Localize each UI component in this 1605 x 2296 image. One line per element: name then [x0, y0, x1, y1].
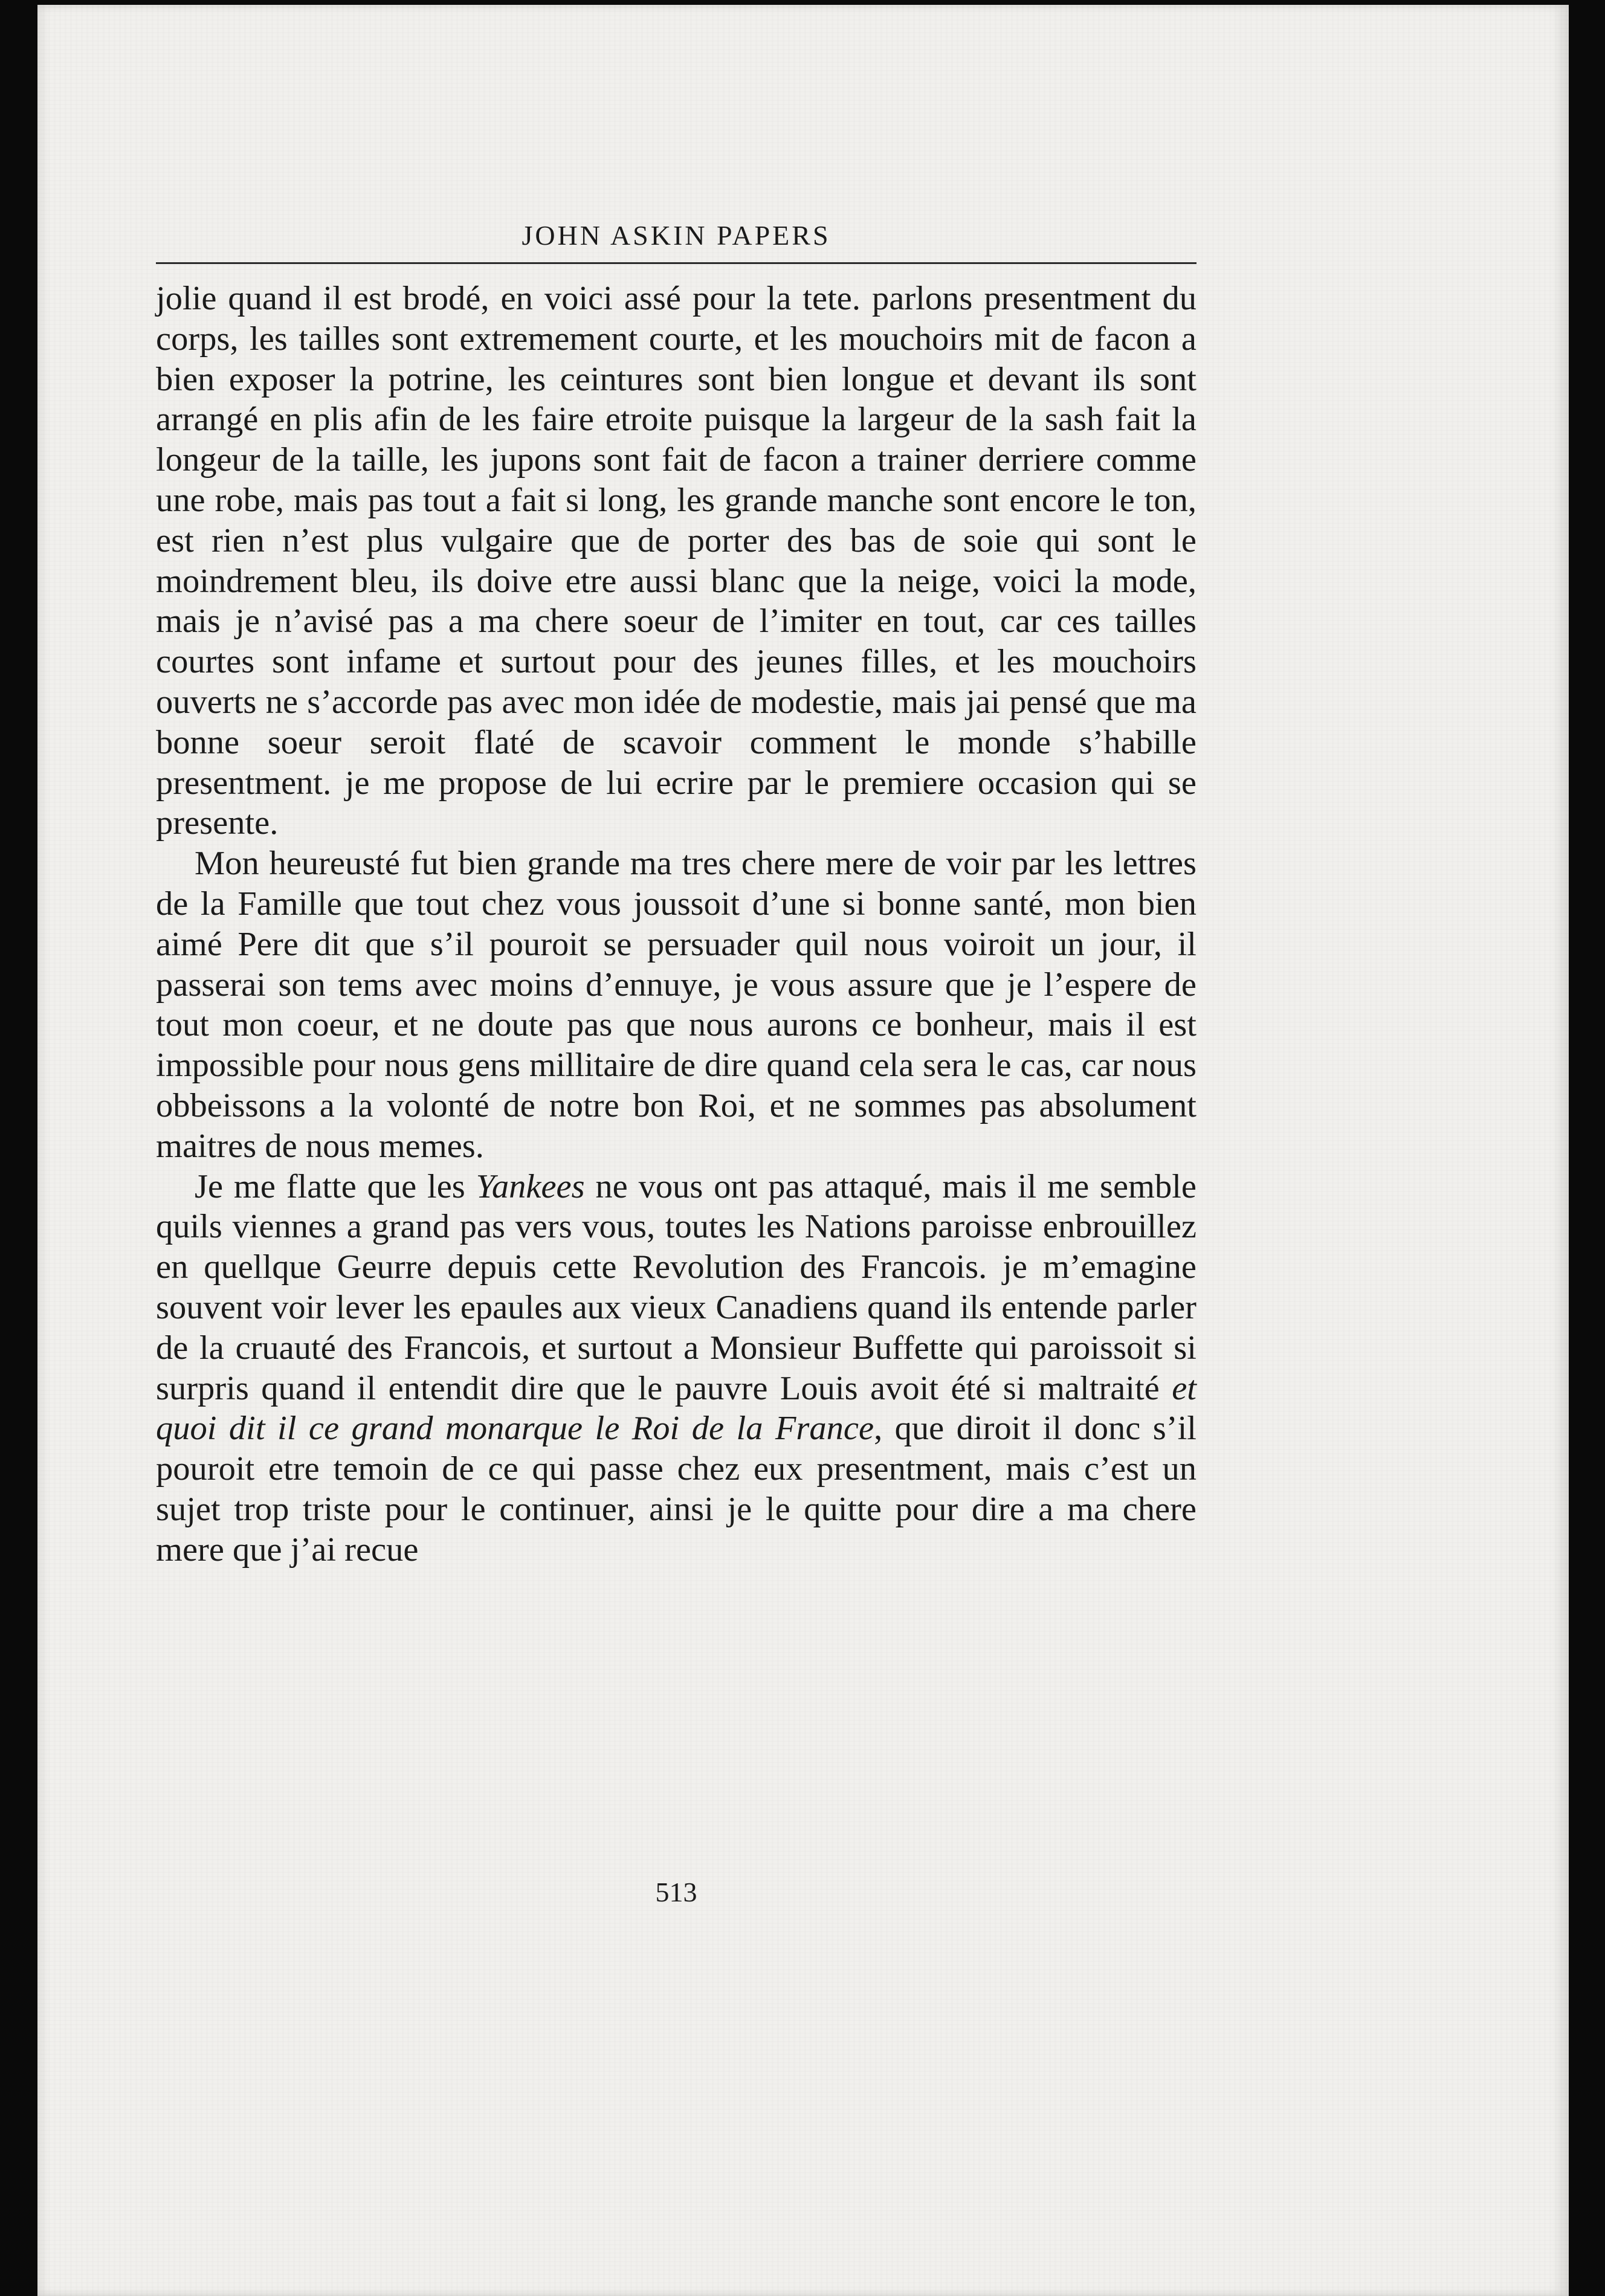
paragraph-text: , que diroit il donc s’il pouroit etre temoin de ce qui passe chez eux presentment, mais c’est un sujet trop triste pour le continuer, ainsi je le quitte pour dire a ma chere mere que j’ai recue: [156, 1410, 1196, 1569]
running-head-rule: [156, 262, 1196, 264]
italic-text: Yankees: [476, 1167, 585, 1205]
paragraph-text: Mon heureusté fut bien grande ma tres chere mere de voir par les lettres de la Famille que tout chez vous joussoit d’une si bonne santé, mon bien aimé Pere dit que s’il pouroit se persuader quil nous voiroit un jour, il passerai son tems avec moins d’ennuye, je vous assure que je l’espere de tout mon coeur, et ne doute pas que nous aurons ce bonheur, mais il est impossible pour nous gens millitaire de dire quand cela sera le cas, car nous obbeissons a la volonté de notre bon Roi, et ne sommes pas absolument maitres de nous memes.: [156, 845, 1196, 1165]
paragraph-text: jolie quand il est brodé, en voici assé pour la tete. parlons presentment du corps, les tailles sont extremement courte, et les mouchoirs mit de facon a bien exposer la potrine, les ceintures sont bien longue et devant ils sont arrangé en plis afin de les faire etroite puisque la largeur de la sash fait la longeur de la taille, les jupons sont fait de facon a trainer derriere comme une robe, mais pas tout a fait si long, les grande manche sont encore le ton, est rien n’est plus vulgaire que de porter des bas de soie qui sont le moindrement bleu, ils doive etre aussi blanc que la neige, voici la mode, mais je n’avisé pas a ma chere soeur de l’imiter en tout, car ces tailles courtes sont infame et surtout pour des jeunes filles, et les mouchoirs ouverts ne s’accorde pas avec mon idée de modestie, mais jai pensé que ma bonne soeur seroit flaté de scavoir comment le monde s’habille presentment. je me propose de lui ecrire par le premiere occasion qui se presente.: [156, 280, 1196, 842]
italic-text: et quoi dit il ce grand monarque le Roi de la France: [156, 1369, 1196, 1448]
page-number: 513: [655, 1877, 697, 1907]
running-head: JOHN ASKIN PAPERS: [522, 220, 831, 251]
paragraph-text: ne vous ont pas attaqué, mais il me semble quils viennes a grand pas vers vous, toutes les Nations paroisse enbrouillez en quellque Geurre depuis cette Revolution des Francois. je m’emagine souvent voir lever les epaules aux vieux Canadiens quand ils entende parler de la cruauté des Francois, et surtout a Monsieur Buffette qui paroissoit si surpris quand il entendit dire que le pauvre Louis avoit été si maltraité: [156, 1167, 1197, 1407]
page-content: [156, 218, 1197, 1907]
paragraph: [156, 279, 1196, 843]
paragraph: [156, 1167, 1196, 1570]
scan-edge-right: [1569, 0, 1605, 2296]
paragraph: [156, 843, 1196, 1166]
paragraph-text: Je me flatte que les: [195, 1167, 476, 1205]
body-text: [156, 279, 1196, 1570]
